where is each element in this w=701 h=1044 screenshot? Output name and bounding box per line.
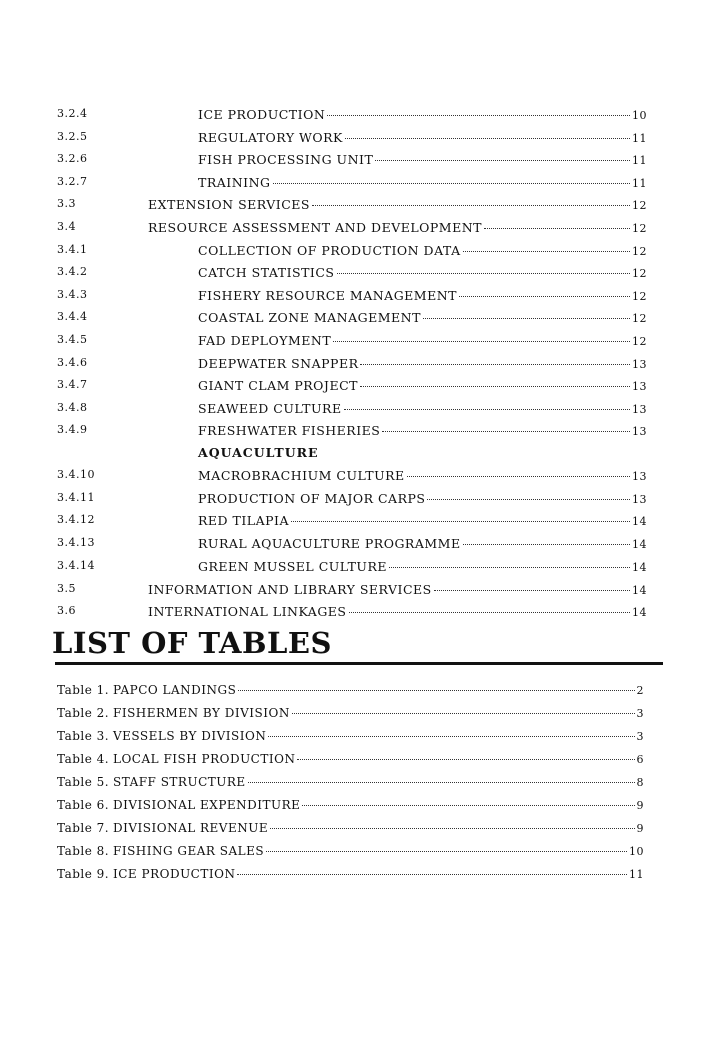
toc-entry-line [198, 310, 647, 325]
table-number: Table 2. [57, 706, 110, 720]
table-page: 6 [636, 753, 644, 766]
toc-entry-number: 3.6 [57, 604, 76, 618]
toc-entry-number: 3.5 [57, 581, 76, 595]
table-number: Table 1. [57, 683, 110, 697]
toc-entry-title: COASTAL ZONE MANAGEMENT [198, 310, 421, 326]
toc-entry-page: 13 [632, 470, 647, 483]
table-title: VESSELS BY DIVISION [113, 729, 267, 743]
toc-entry-page: 14 [632, 606, 647, 620]
toc-entry-title: RED TILAPIA [198, 513, 290, 529]
toc-entry-number: 3.4.14 [57, 558, 95, 572]
table-title: FISHING GEAR SALES [113, 844, 265, 858]
table-page: 2 [636, 684, 644, 697]
table-entry-line [113, 867, 644, 881]
toc-entry-number: 3.4.10 [57, 468, 95, 481]
toc-entry-page: 10 [632, 109, 647, 122]
dot-leader [360, 364, 630, 365]
table-list-entry [0, 867, 701, 889]
toc-entry-title: ICE PRODUCTION [198, 107, 326, 122]
title-rule [55, 662, 663, 665]
table-title: FISHERMEN BY DIVISION [113, 706, 290, 720]
toc-entry-number: 3.3 [57, 197, 76, 211]
toc-entry-number: 3.4.2 [57, 265, 88, 279]
toc-entry-line [198, 513, 647, 528]
toc-entry-page: 12 [632, 267, 647, 281]
table-list-entry [0, 683, 701, 705]
toc-entry-line [198, 243, 647, 258]
toc-entry-page: 14 [632, 538, 647, 552]
dot-leader [434, 590, 630, 591]
toc-entry-page: 13 [632, 380, 647, 394]
toc-entry-page: 12 [632, 199, 647, 213]
table-page: 9 [636, 799, 644, 812]
toc-entry [0, 243, 701, 265]
toc-entry [0, 559, 701, 581]
toc-entry-number: 3.4.7 [57, 378, 88, 392]
dot-leader [375, 160, 630, 161]
toc-entry-title: SEAWEED CULTURE [198, 400, 342, 416]
toc-entry-number: 3.2.7 [57, 174, 88, 188]
toc-entry-title: PRODUCTION OF MAJOR CARPS [198, 490, 426, 506]
table-title: DIVISIONAL REVENUE [113, 821, 269, 835]
toc-entry-number: 3.4.3 [57, 287, 88, 301]
table-entry-line [113, 821, 644, 835]
table-page: 3 [636, 730, 644, 743]
dot-leader [463, 544, 630, 545]
toc-entry-title: RESOURCE ASSESSMENT AND DEVELOPMENT [148, 220, 483, 235]
toc-entry-line [198, 288, 647, 303]
toc-entry [0, 175, 701, 197]
table-title: ICE PRODUCTION [113, 867, 236, 881]
table-title: LOCAL FISH PRODUCTION [113, 752, 296, 766]
toc-entry-number: 3.2.5 [57, 129, 88, 143]
toc-entry-page: 11 [632, 131, 647, 145]
table-entry-line [113, 683, 644, 697]
toc-entry-line [198, 468, 647, 483]
dot-leader [345, 138, 630, 139]
dot-leader [423, 318, 630, 319]
dot-leader [349, 612, 631, 613]
table-entry-line [113, 729, 644, 743]
toc-entry-line [198, 175, 647, 190]
toc-entry-title: INTERNATIONAL LINKAGES [148, 604, 347, 620]
toc-entry [0, 220, 701, 242]
table-title: DIVISIONAL EXPENDITURE [113, 798, 301, 812]
toc-entry [0, 491, 701, 513]
table-entry-line [113, 706, 644, 720]
toc-entry-title: INFORMATION AND LIBRARY SERVICES [148, 581, 432, 597]
toc-entry-title: EXTENSION SERVICES [148, 197, 310, 213]
table-number: Table 7. [57, 821, 110, 835]
table-page: 10 [629, 845, 644, 858]
aquaculture-heading: AQUACULTURE [198, 445, 319, 460]
toc-entry-page: 13 [632, 402, 647, 416]
table-number: Table 9. [57, 867, 110, 881]
toc-entry [0, 107, 701, 129]
dot-leader [327, 115, 630, 116]
toc-entry-line [198, 491, 647, 506]
toc-entry-number: 3.4 [57, 220, 76, 233]
toc-entry-title: FISHERY RESOURCE MANAGEMENT [198, 287, 458, 303]
table-number: Table 8. [57, 844, 110, 858]
toc-entry [0, 265, 701, 287]
toc-entry-number: 3.2.4 [57, 107, 88, 120]
toc-entry-page: 11 [632, 176, 647, 190]
dot-leader [312, 205, 630, 206]
toc-entry [0, 152, 701, 174]
table-list-entry [0, 821, 701, 843]
dot-leader [382, 431, 630, 432]
toc-entry [0, 468, 701, 490]
toc-entry-line [198, 107, 647, 122]
toc-entry-page: 12 [632, 222, 647, 235]
toc-entry [0, 401, 701, 423]
toc-entry-number: 3.2.6 [57, 152, 88, 166]
toc-entry-page: 14 [632, 515, 647, 529]
toc-entry-line [198, 423, 647, 438]
toc-entry-line [198, 378, 647, 393]
toc-entry [0, 356, 701, 378]
toc-entry-line [198, 152, 647, 167]
toc-entry-page: 13 [632, 425, 647, 439]
dot-leader [297, 759, 634, 760]
table-entry-line [113, 752, 644, 766]
table-page: 9 [636, 822, 644, 835]
table-page: 8 [636, 776, 644, 789]
toc-entry-line [198, 536, 647, 551]
toc-entry-page: 12 [632, 289, 647, 303]
table-entry-line [113, 844, 644, 858]
toc-entry-page: 14 [632, 583, 647, 597]
table-title: PAPCO LANDINGS [113, 683, 237, 697]
toc-entry-line [198, 401, 647, 416]
table-number: Table 5. [57, 775, 110, 789]
toc-entry-title: REGULATORY WORK [198, 129, 343, 145]
dot-leader [237, 874, 627, 875]
table-list-entry [0, 775, 701, 797]
table-list-entry [0, 844, 701, 866]
toc-entry-title: FAD DEPLOYMENT [198, 333, 332, 348]
table-number: Table 4. [57, 752, 110, 766]
toc-entry-page: 13 [632, 357, 647, 371]
table-entry-line [113, 798, 644, 812]
dot-leader [427, 499, 630, 500]
dot-leader [291, 521, 630, 522]
table-title: STAFF STRUCTURE [113, 775, 246, 789]
toc-entry-page: 12 [632, 335, 647, 348]
dot-leader [238, 690, 634, 691]
toc-entry [0, 288, 701, 310]
dot-leader [407, 476, 630, 477]
dot-leader [344, 409, 630, 410]
toc-entry-line [148, 604, 647, 619]
dot-leader [484, 228, 630, 229]
toc-entry-page: 12 [632, 244, 647, 258]
toc-entry-title: GIANT CLAM PROJECT [198, 378, 358, 394]
toc-entry-title: RURAL AQUACULTURE PROGRAMME [198, 536, 461, 552]
dot-leader [292, 713, 635, 714]
toc-entry-number: 3.4.9 [57, 423, 88, 437]
dot-leader [268, 736, 634, 737]
toc-entry-line [198, 265, 647, 280]
toc-entry-line [198, 559, 647, 574]
toc-entry [0, 333, 701, 355]
dot-leader [459, 296, 630, 297]
dot-leader [248, 782, 635, 783]
toc-entry-title: COLLECTION OF PRODUCTION DATA [198, 242, 461, 258]
dot-leader [302, 805, 634, 806]
toc-entry-number: 3.4.6 [57, 355, 88, 369]
dot-leader [463, 251, 630, 252]
dot-leader [266, 851, 627, 852]
toc-entry-title: DEEPWATER SNAPPER [198, 355, 359, 371]
toc-entry [0, 130, 701, 152]
dot-leader [333, 341, 630, 342]
toc-entry [0, 513, 701, 535]
toc-entry-number: 3.4.11 [57, 490, 95, 504]
toc-entry [0, 604, 701, 626]
dot-leader [337, 273, 631, 274]
toc-entry-line [148, 582, 647, 597]
toc-entry-title: GREEN MUSSEL CULTURE [198, 558, 387, 574]
toc-entry-page: 13 [632, 492, 647, 506]
table-list-entry [0, 729, 701, 751]
table-entry-line [113, 775, 644, 789]
toc-entry-number: 3.4.13 [57, 536, 95, 550]
toc-entry-line [198, 333, 647, 348]
table-list-entry [0, 752, 701, 774]
toc-entry-title: CATCH STATISTICS [198, 265, 335, 281]
dot-leader [389, 567, 630, 568]
toc-entry-page: 11 [632, 154, 647, 168]
toc-entry-line [148, 220, 647, 235]
toc-entry [0, 378, 701, 400]
dot-leader [360, 386, 630, 387]
toc-entry-number: 3.4.1 [57, 242, 88, 256]
toc-entry-number: 3.4.12 [57, 513, 95, 527]
table-list-entry [0, 798, 701, 820]
toc-entry-title: TRAINING [198, 174, 271, 190]
toc-entry-title: FISH PROCESSING UNIT [198, 152, 374, 168]
toc-entry-number: 3.4.8 [57, 400, 88, 414]
dot-leader [273, 183, 630, 184]
toc-entry [0, 423, 701, 445]
toc-entry-title: FRESHWATER FISHERIES [198, 423, 381, 439]
list-of-tables-title: LIST OF TABLES [52, 626, 332, 660]
toc-entry [0, 536, 701, 558]
toc-entry-page: 14 [632, 560, 647, 574]
toc-entry-page: 12 [632, 312, 647, 326]
dot-leader [270, 828, 634, 829]
toc-entry [0, 582, 701, 604]
toc-entry-title: MACROBRACHIUM CULTURE [198, 468, 405, 483]
toc-entry-number: 3.4.5 [57, 333, 88, 346]
table-number: Table 3. [57, 729, 110, 743]
table-page: 3 [636, 707, 644, 720]
toc-entry [0, 197, 701, 219]
toc-entry [0, 310, 701, 332]
table-list-entry [0, 706, 701, 728]
toc-entry-line [148, 197, 647, 212]
toc-entry-line [198, 356, 647, 371]
toc-entry-line [198, 130, 647, 145]
toc-entry-number: 3.4.4 [57, 310, 88, 324]
table-page: 11 [629, 868, 644, 881]
table-number: Table 6. [57, 798, 110, 812]
